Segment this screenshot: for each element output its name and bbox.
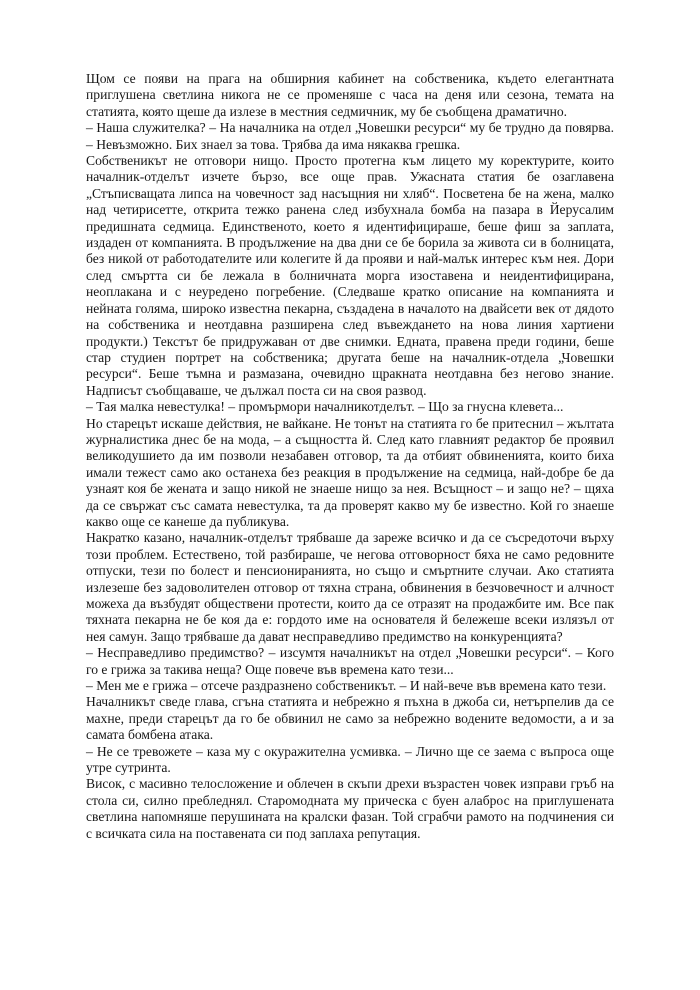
paragraph-9: Началникът сведе глава, сгъна статията и небрежно я пъхна в джоба си, нетърпелив да се махне, преди старецът да го бе обвинил не само за небрежно водените ведомости, а и за самата бомбена атака.: [86, 694, 614, 743]
paragraph-6: Накратко казано, началник-отделът трябваше да зареже всичко и да се съсредоточи върху този проблем. Естествено, той разбираше, че негова отговорност бяха не само редовните отпуски, тези по болест и пенсиониранията, но също и смъртните случаи. Ако статията излезеше без задоволителен отговор от тяхна страна, обвинения в безчовечност и алчност можеха да възбудят обществени протести, които да се отразят на продажбите им. Все пак тяхната пекарна не бе коя да е: гордото име на основателя й бележеше всеки излязъл от нея самун. Защо трябваше да дават несправедливо предимство на конкуренцията?: [86, 530, 614, 644]
paragraph-4: – Тая малка невестулка! – промърмори началникотделът. – Що за гнусна клевета...: [86, 399, 564, 415]
paragraph-5: Но старецът искаше действия, не вайкане. Не тонът на статията го бе притеснил – жълтата журналистика днес бе на мода, – а същността й. След като главният редактор бе проявил великодушието да им позволи незабавен отговор, та да отбият обвиненията, които биха имали тежест само ако останеха без реакция в продължение на седмица, най-добре бе да узнаят коя бе жената и защо никой не знаеше нищо за нея. Всъщност – и защо не? – щяха да се свържат със самата невестулка, та да проверят какво му бе известно. Кой го знаеше какво още се канеше да публикува.: [86, 415, 614, 529]
paragraph-7: – Несправедливо предимство? – изсумтя началникът на отдел „Човешки ресурси“. – Кого го е грижа за такива неща? Още повече във времена като тези...: [86, 645, 614, 677]
paragraph-11: Висок, с масивно телосложение и облечен в скъпи дрехи възрастен човек изправи гръб на стола си, силно пребледнял. Старомодната му прическа с буен алаброс на приглушената светлина напомняше перушината на кралски фазан. Той сграбчи рамото на подчинения си с всичката сила на поставената си под заплаха репутация.: [86, 776, 614, 841]
paragraph-10: – Не се тревожете – каза му с окуражителна усмивка. – Лично ще се заема с въпроса още утре сутринта.: [86, 743, 614, 776]
paragraph-1: Щом се появи на прага на обширния кабинет на собственика, където елегантната приглушена светлина никога не се променяше с часа на деня или сезона, темата на статията, която щеше да излезе в местния седмичник, му бе съобщена драматично.: [86, 71, 614, 119]
paragraph-3: Собственикът не отговори нищо. Просто протегна към лицето му коректурите, които началник-отделът изчете бързо, все още прав. Ужасната статия бе озаглавена „Стъписващата липса на човечност зад насъщния ни хляб“. Посветена бе на жена, малко над четирисетте, открита тежко ранена след избухнала бомба на пазара в Йерусалим предишната седмица. Единственото, което я идентифицираше, беше фиш за заплата, издаден от компанията. В продължение на два дни се бе борила за живота си в болницата, без никой от работодателите или колегите й да прояви и най-малък интерес към нея. Дори след смъртта си бе лежала в болничната морга изоставена и неидентифицирана, неоплакана и с неуредено погребение. (Следваше кратко описание на компанията и нейната голяма, широко известна пекарна, създадена в началото на двайсети век от дядото на собственика и неотдавна разширена след въвеждането на нова линия хартиени продукти.) Текстът бе придружаван от две снимки. Едната, правена преди години, беше стар студиен портрет на собственика; другата беше на началник-отдела „Човешки ресурси“. Беше тъмна и размазана, очевидно щракната неотдавна без негово знание. Надписът съобщаваше, че дължал поста си на своя развод.: [86, 153, 614, 398]
paragraph-2: – Наша служителка? – На началника на отдел „Човешки ресурси“ му бе трудно да повярва. – Невъзможно. Бих знаел за това. Трябва да има някаква грешка.: [86, 120, 614, 152]
paragraph-8: – Мен ме е грижа – отсече раздразнено собственикът. – И най-вече във времена като тези.: [86, 678, 607, 694]
